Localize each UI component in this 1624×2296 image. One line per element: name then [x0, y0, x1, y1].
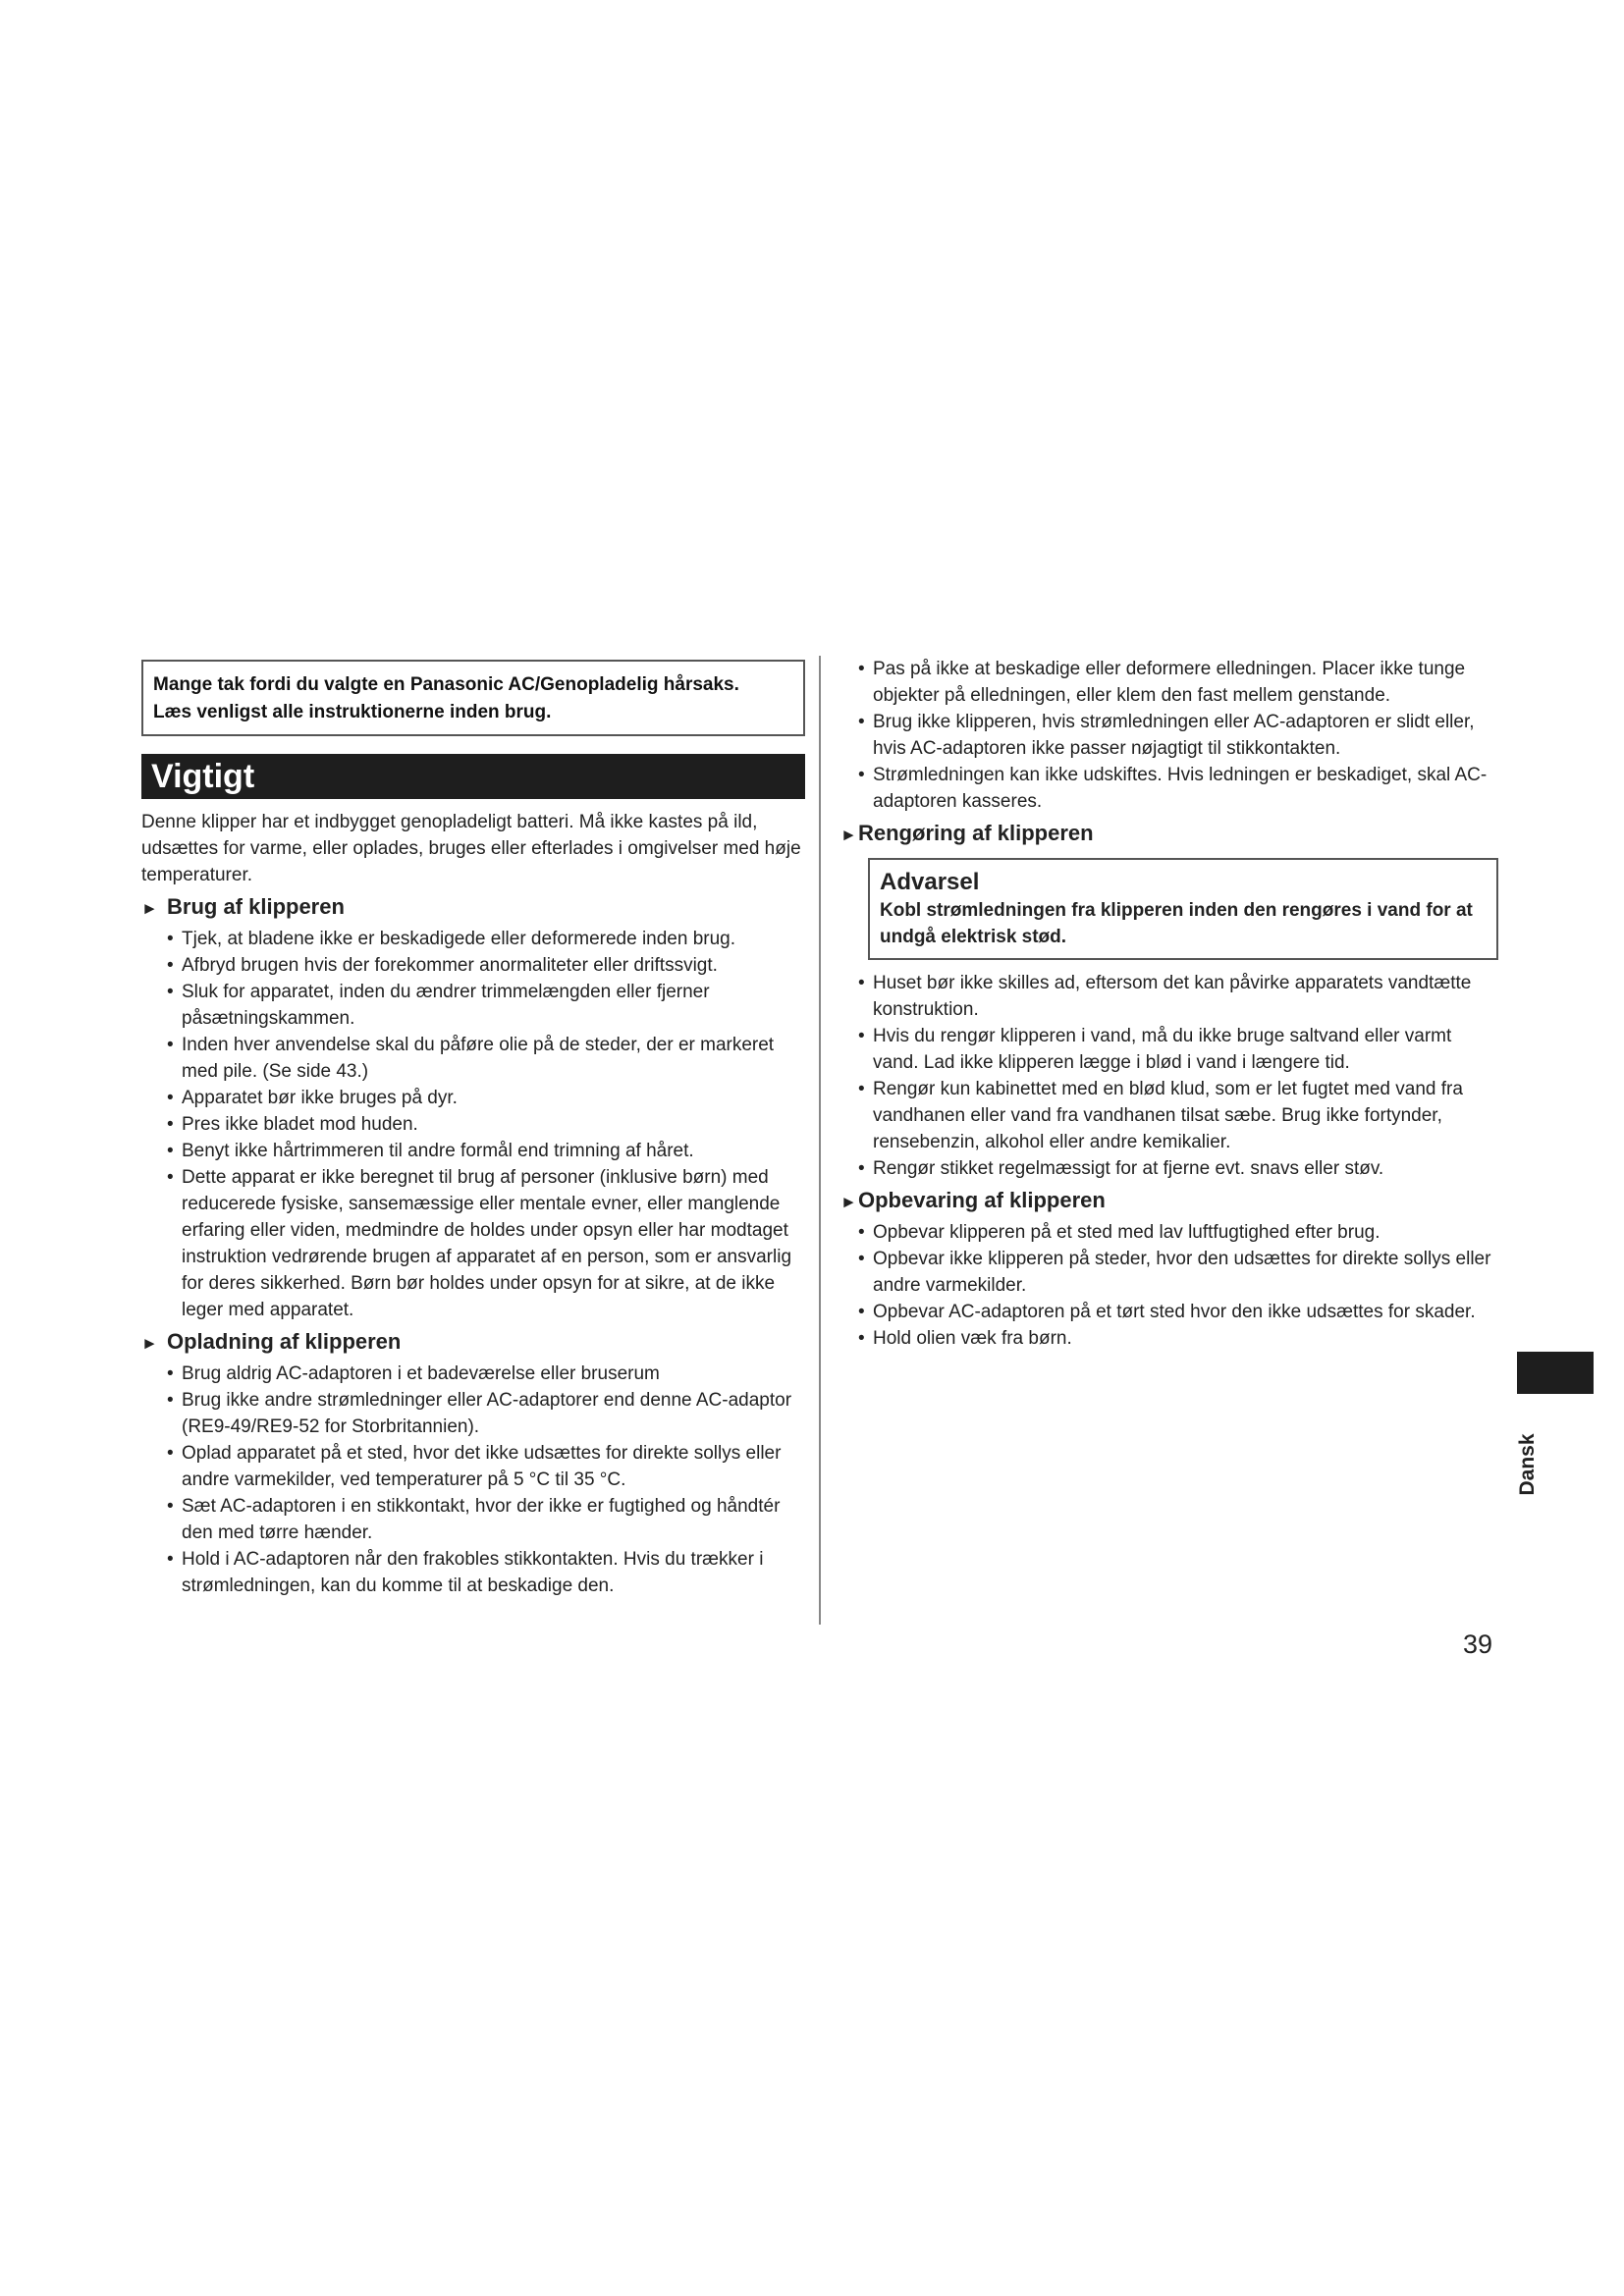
section-storage-heading: [840, 1186, 1498, 1217]
section-usage-heading: [141, 892, 805, 924]
list-item: • Brug ikke andre strømledninger eller AC-adaptorer end denne AC-adaptor (RE9-49/RE9-52 for Storbritannien).: [167, 1387, 805, 1440]
column-divider: [819, 656, 821, 1625]
right-column: [840, 656, 1498, 1356]
language-tab-marker: [1517, 1352, 1594, 1394]
list-item: • Brug aldrig AC-adaptoren i et badeværelse eller bruserum: [167, 1361, 805, 1387]
language-label: Dansk: [1516, 1433, 1539, 1496]
list-item: • Hold olien væk fra børn.: [858, 1325, 1498, 1352]
arrow-icon: ►: [840, 1193, 857, 1211]
usage-list: [141, 926, 805, 1323]
list-item: • Apparatet bør ikke bruges på dyr.: [167, 1085, 805, 1111]
section-cleaning-heading: [840, 819, 1498, 850]
list-item: • Sluk for apparatet, inden du ændrer trimmelængden eller fjerner påsætningskammen.: [167, 979, 805, 1032]
list-item: • Huset bør ikke skilles ad, eftersom det kan påvirke apparatets vandtætte konstruktion.: [858, 970, 1498, 1023]
list-item: • Afbryd brugen hvis der forekommer anormaliteter eller driftssvigt.: [167, 952, 805, 979]
arrow-icon: ►: [141, 1334, 158, 1353]
list-item: • Opbevar AC-adaptoren på et tørt sted hvor den ikke udsættes for skader.: [858, 1299, 1498, 1325]
section-charging-title: Opladning af klipperen: [167, 1329, 402, 1354]
page-number: 39: [1463, 1629, 1493, 1659]
section-cleaning-title: Rengøring af klipperen: [858, 821, 1094, 845]
list-item: • Pas på ikke at beskadige eller deformere elledningen. Placer ikke tunge objekter på elledningen, eller klem den fast mellem genstande.: [858, 656, 1498, 709]
arrow-icon: ►: [141, 899, 158, 918]
arrow-icon: ►: [840, 826, 857, 844]
cleaning-list: [840, 970, 1498, 1182]
section-usage-title: Brug af klipperen: [167, 894, 345, 919]
list-item: • Rengør stikket regelmæssigt for at fjerne evt. snavs eller støv.: [858, 1155, 1498, 1182]
important-banner: Vigtigt: [141, 754, 805, 799]
list-item: • Oplad apparatet på et sted, hvor det ikke udsættes for direkte sollys eller andre varmekilder, ved temperaturer på 5 °C til 35 °C.: [167, 1440, 805, 1493]
cord-list: [840, 656, 1498, 815]
intro-line-2: Læs venligst alle instruktionerne inden brug.: [153, 702, 552, 722]
list-item: • Tjek, at bladene ikke er beskadigede eller deformerede inden brug.: [167, 926, 805, 952]
left-column: [141, 656, 805, 1603]
warning-title: Advarsel: [880, 869, 980, 895]
warning-box: [868, 858, 1498, 960]
charging-list: [141, 1361, 805, 1599]
list-item: • Rengør kun kabinettet med en blød klud, som er let fugtet med vand fra vandhanen eller vand fra vandhanen tilsat sæbe. Brug ikke fortynder, rensebenzin, alkohol eller andre kemikalier.: [858, 1076, 1498, 1155]
list-item: • Dette apparat er ikke beregnet til brug af personer (inklusive børn) med reducerede fysiske, sansemæssige eller mentale evner, eller manglende erfaring eller viden, medmindre de holdes under opsyn eller har modtaget instruktion vedrørende brugen af apparatet af en person, som er ansvarlig for deres sikkerhed. Børn bør holdes under opsyn for at sikre, at de ikke leger med apparatet.: [167, 1164, 805, 1323]
section-storage-title: Opbevaring af klipperen: [858, 1188, 1106, 1212]
storage-list: [840, 1219, 1498, 1352]
list-item: • Sæt AC-adaptoren i en stikkontakt, hvor der ikke er fugtighed og håndtér den med tørre hænder.: [167, 1493, 805, 1546]
list-item: • Strømledningen kan ikke udskiftes. Hvis ledningen er beskadiget, skal AC-adaptoren kasseres.: [858, 762, 1498, 815]
list-item: • Hold i AC-adaptoren når den frakobles stikkontakten. Hvis du trækker i strømledningen, kan du komme til at beskadige den.: [167, 1546, 805, 1599]
list-item: • Brug ikke klipperen, hvis strømledningen eller AC-adaptoren er slidt eller, hvis AC-adaptoren ikke passer nøjagtigt til stikkontakten.: [858, 709, 1498, 762]
warning-text: Kobl strømledningen fra klipperen inden den rengøres i vand for at undgå elektrisk stød.: [880, 900, 1473, 947]
section-charging-heading: [141, 1327, 805, 1359]
list-item: • Inden hver anvendelse skal du påføre olie på de steder, der er markeret med pile. (Se side 43.): [167, 1032, 805, 1085]
list-item: • Opbevar ikke klipperen på steder, hvor den udsættes for direkte sollys eller andre varmekilder.: [858, 1246, 1498, 1299]
intro-box: [141, 660, 805, 736]
list-item: • Opbevar klipperen på et sted med lav luftfugtighed efter brug.: [858, 1219, 1498, 1246]
intro-line-1: Mange tak fordi du valgte en Panasonic AC/Genopladelig hårsaks.: [153, 674, 739, 695]
important-text: Denne klipper har et indbygget genopladeligt batteri. Må ikke kastes på ild, udsættes for varme, eller oplades, bruges eller efterlades i omgivelser med høje temperaturer.: [141, 812, 801, 885]
list-item: • Benyt ikke hårtrimmeren til andre formål end trimning af håret.: [167, 1138, 805, 1164]
list-item: • Hvis du rengør klipperen i vand, må du ikke bruge saltvand eller varmt vand. Lad ikke klipperen lægge i blød i vand i længere tid.: [858, 1023, 1498, 1076]
list-item: • Pres ikke bladet mod huden.: [167, 1111, 805, 1138]
